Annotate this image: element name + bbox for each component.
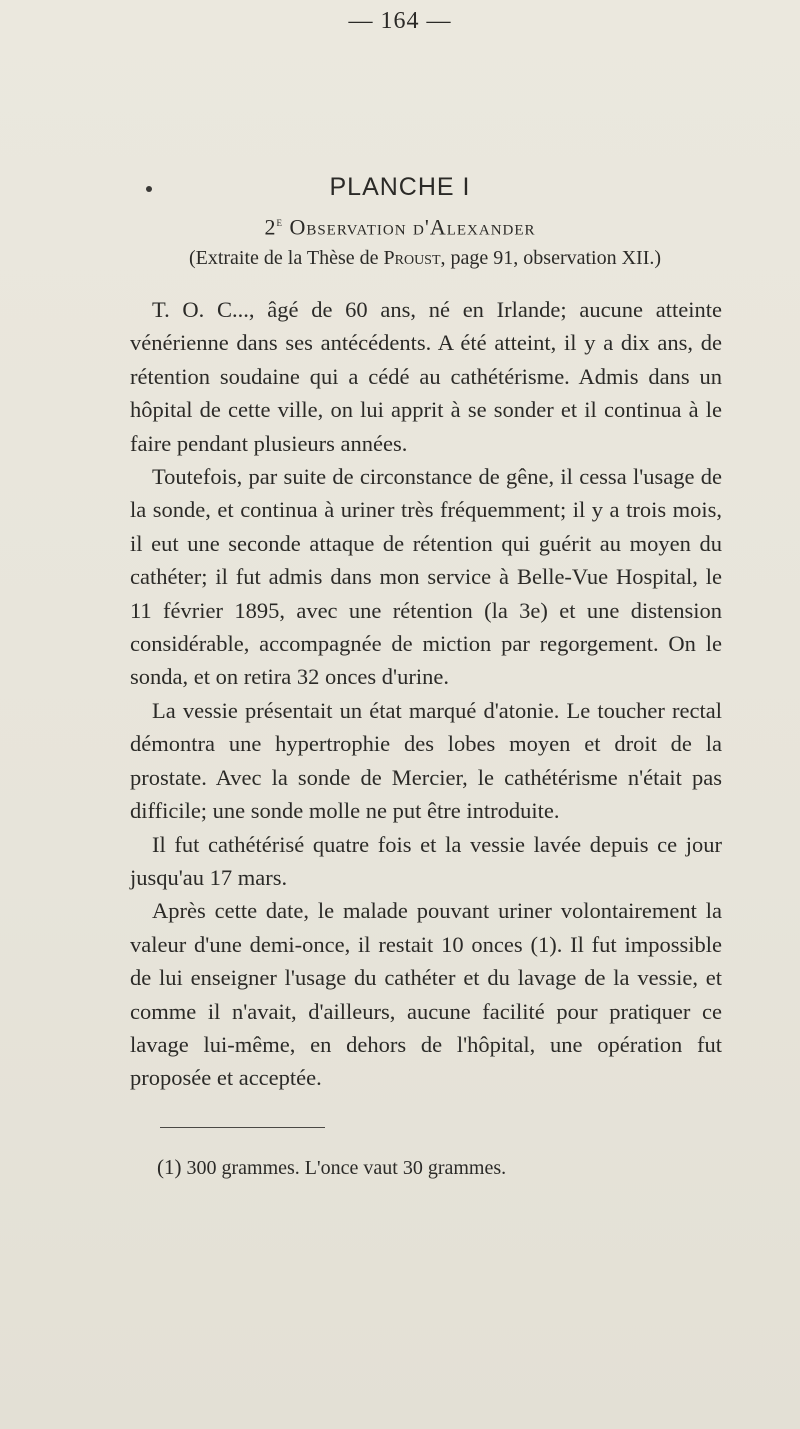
extract-source-line [130,247,720,270]
extract-open: (Extraite de la Thèse de [188,247,384,269]
footnote-marker: (1) [157,1155,182,1179]
footnote-divider [160,1127,325,1128]
extract-rest: , page 91, observation XII.) [440,247,662,269]
observation-ordinal-suffix: e [276,214,283,229]
paragraph-3: La vessie présentait un état marqué d'atonie. Le toucher rectal démontra une hypertrophie des lobes moyen et droit de la prostate. Avec la sonde de Mercier, le cathétérisme n'était pas difficile; une sonde molle ne put être introduite. [130,697,722,824]
plate-title: PLANCHE I [329,173,471,201]
observation-title: Observation d'Alexander [282,214,536,240]
footnote [157,1155,717,1180]
paragraph-5: Après cette date, le malade pouvant uriner volontairement la valeur d'une demi-once, il restait 10 onces (1). Il fut impossible de lui enseigner l'usage du cathéter et du lavage de la vessie, et comme il n'avait, d'ailleurs, aucune facilité pour pratiquer ce lavage lui-même, en dehors de l'hôpital, une opération fut proposée et acceptée. [130,898,722,1091]
paragraph-2: Toutefois, par suite de circonstance de gêne, il cessa l'usage de la sonde, et continua à uriner très fréquemment; il y a trois mois, il eut une seconde attaque de rétention qui guérit au moyen du cathéter; il fut admis dans mon service à Belle-Vue Hospital, le 11 février 1895, avec une rétention (la 3e) et une distension considérable, accompagnée de miction par regorgement. On le sonda, et on retira 32 onces d'urine. [130,464,722,690]
observation-number: 2 [264,214,277,240]
paragraph-1: T. O. C..., âgé de 60 ans, né en Irlande; aucune atteinte vénérienne dans ses antécédents. A été atteint, il y a dix ans, de rétention soudaine qui a cédé au cathétérisme. Admis dans un hôpital de cette ville, on lui apprit à se sonder et il continua à le faire pendant plusieurs années. [130,297,722,456]
body-text [130,293,722,1095]
observation-heading [0,214,800,240]
page-number: — 164 — [348,8,452,34]
paragraph-4: Il fut cathétérisé quatre fois et la vessie lavée depuis ce jour jusqu'au 17 mars. [130,831,722,890]
footnote-text: 300 grammes. L'once vaut 30 grammes. [181,1157,507,1179]
extract-author: Proust [383,247,441,269]
